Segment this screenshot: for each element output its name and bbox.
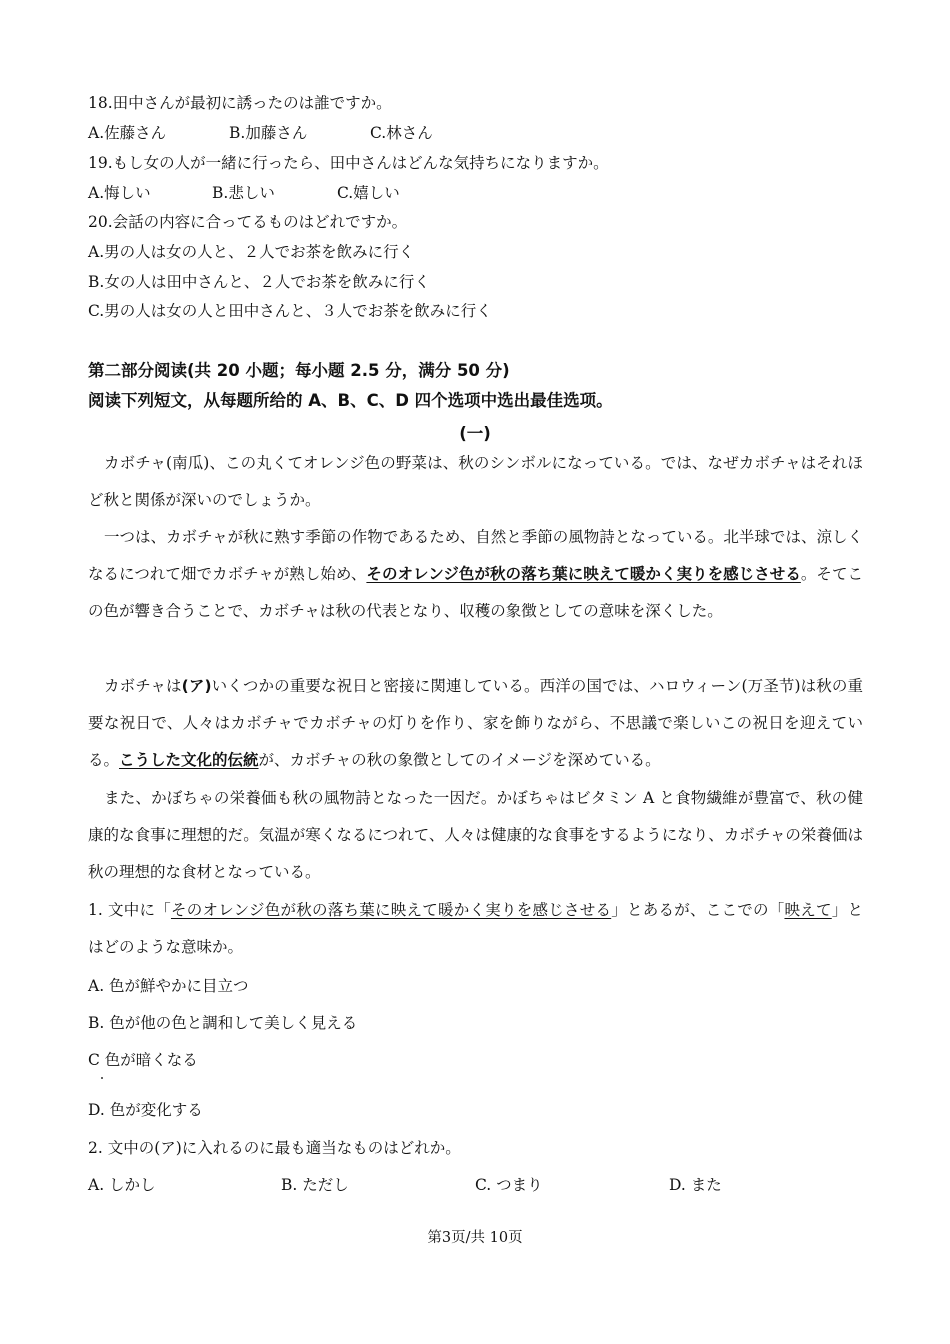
passage-number: (一) — [459, 424, 491, 443]
q2-option-d: D. また — [669, 1176, 722, 1194]
paragraph-2-text-before: 一つは、カボチャが秋に熟す季節の作物であるため、自然と季節の風物詩となっている。北半球では、涼しくなるにつれて畑でカボチャが熟し始め、 — [88, 528, 863, 583]
q1-term: 映えて — [784, 901, 832, 919]
q1-middle: 」とあるが、ここでの「 — [611, 901, 785, 919]
q1-suffix: 」とはどのような意味か。 — [88, 901, 863, 956]
page-number-footer: 第3页/共 10页 — [427, 1230, 523, 1246]
q2-option-a: A. しかし — [88, 1176, 156, 1194]
underlined-cultural-tradition: こうした文化的伝統 — [119, 751, 259, 769]
q1-option-a: A. 色が鮮やかに目立つ — [88, 977, 249, 995]
q20-option-b: B.女の人は田中さんと、２人でお茶を飲みに行く — [88, 273, 430, 291]
question-1 — [88, 892, 863, 966]
q1-option-b: B. 色が他の色と調和して美しく見える — [88, 1014, 358, 1032]
q19-option-b: B.悲しい — [212, 184, 275, 202]
question-18: 18.田中さんが最初に誘ったのは誰ですか。 — [88, 94, 392, 112]
question-19: 19.もし女の人が一緒に行ったら、田中さんはどんな気持ちになりますか。 — [88, 154, 609, 172]
underlined-phrase: そのオレンジ色が秋の落ち葉に映えて暖かく実りを感じさせる — [366, 565, 801, 583]
blank-marker: (ア) — [181, 677, 212, 695]
passage-paragraph-1: カボチャ(南瓜)、この丸くてオレンジ色の野菜は、秋のシンボルになっている。では、なぜカボチャはそれほど秋と関係が深いのでしょうか。 — [88, 454, 863, 509]
q18-option-a: A.佐藤さん — [88, 124, 167, 142]
question-2: 2. 文中の(ア)に入れるのに最も適当なものはどれか。 — [88, 1139, 461, 1157]
q1-option-d: D. 色が変化する — [88, 1101, 203, 1119]
stray-dot — [101, 1077, 103, 1079]
question-20: 20.会話の内容に合ってるものはどれですか。 — [88, 213, 408, 231]
passage-paragraph-2 — [88, 519, 863, 630]
paragraph-3-text-middle: いくつかの重要な祝日と密接に関連している。西洋の国では、ハロウィーン(万圣节)は秋の重要な祝日で、人々はカボチャでカボチャの灯りを作り、家を飾りながら、不思議で楽しいこの祝日を迎えている。 — [88, 677, 863, 769]
passage-paragraph-3 — [88, 668, 863, 779]
section-heading: 第二部分阅读(共 20 小题；每小题 2.5 分，满分 50 分) — [88, 361, 510, 380]
q1-quote: そのオレンジ色が秋の落ち葉に映えて暖かく実りを感じさせる — [170, 901, 612, 919]
q19-option-a: A.悔しい — [88, 184, 151, 202]
paragraph-3-text-after: が、カボチャの秋の象徴としてのイメージを深めている。 — [258, 751, 661, 769]
q19-option-c: C.嬉しい — [337, 184, 400, 202]
section-instruction: 阅读下列短文，从每题所给的 A、B、C、D 四个选项中选出最佳选项。 — [88, 391, 613, 410]
q20-option-a: A.男の人は女の人と、２人でお茶を飲みに行く — [88, 243, 415, 261]
q2-option-b: B. ただし — [281, 1176, 349, 1194]
q2-option-c: C. つまり — [475, 1176, 543, 1194]
q18-option-b: B.加藤さん — [229, 124, 308, 142]
paragraph-2-text-after: 。そてこの色が響き合うことで、カボチャは秋の代表となり、収穫の象徴としての意味を深くした。 — [88, 565, 863, 620]
passage-paragraph-4: また、かぼちゃの栄養価も秋の風物詩となった一因だ。かぼちゃはビタミン A と食物繊維が豊富で、秋の健康的な食事に理想的だ。気温が寒くなるにつれて、人々は健康的な食事をするようになり、カボチャの栄養価は秋の理想的な食材となっている。 — [88, 789, 863, 881]
paragraph-3-text-before: カボチャは — [104, 677, 182, 695]
q18-option-c: C.林さん — [370, 124, 433, 142]
q1-prefix: 1. 文中に「 — [88, 901, 171, 919]
q1-option-c: C 色が暗くなる — [88, 1051, 198, 1069]
q20-option-c: C.男の人は女の人と田中さんと、３人でお茶を飲みに行く — [88, 302, 492, 320]
